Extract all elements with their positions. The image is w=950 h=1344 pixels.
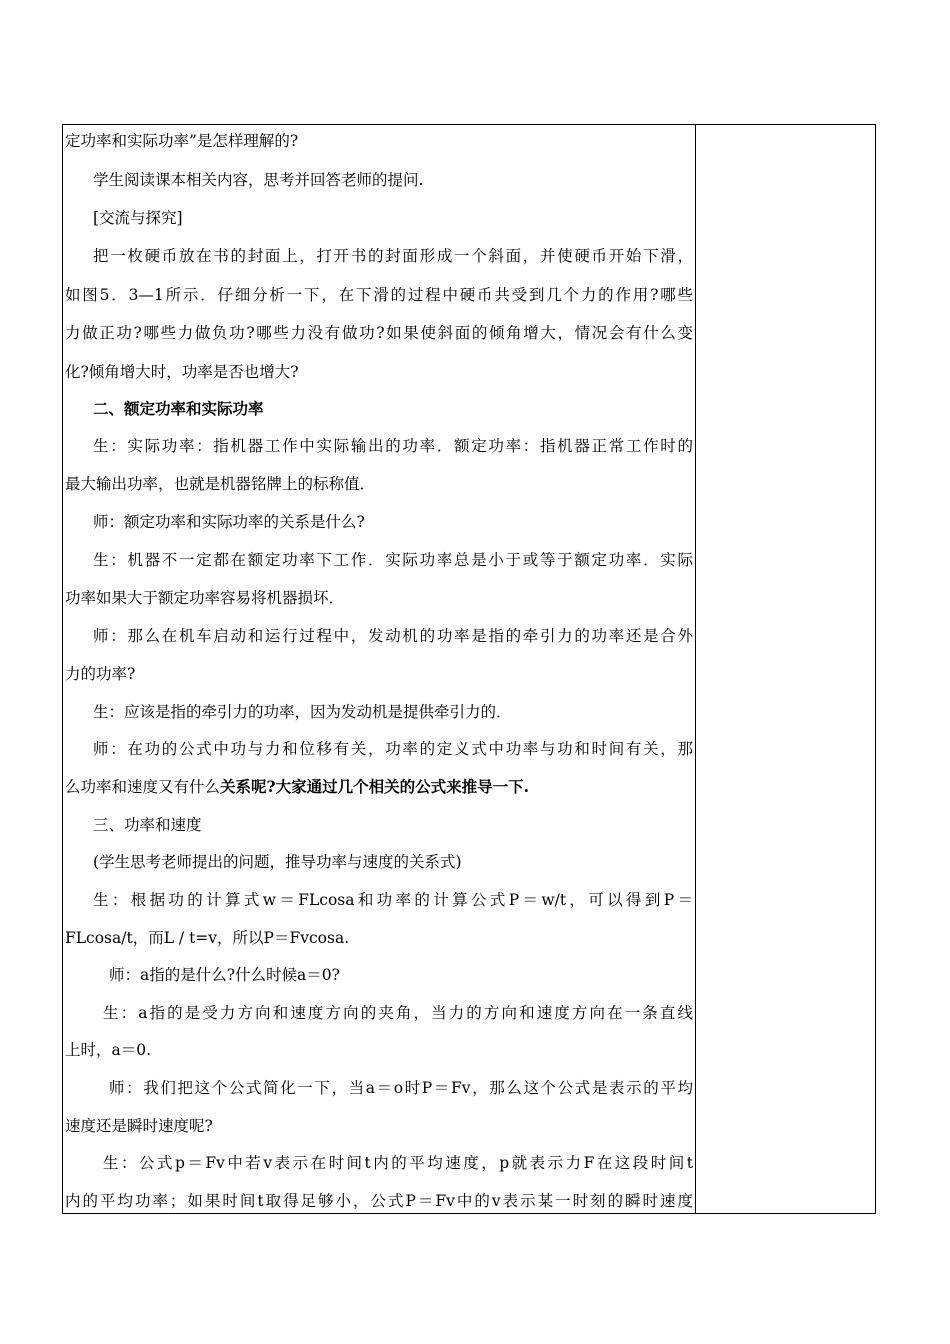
content-table: [62, 124, 876, 1214]
text-line: 化?倾角增大时，功率是否也增大?: [65, 363, 299, 381]
text-line: 上时，a＝0.: [65, 1041, 152, 1059]
text-line: 生：根据功的计算式w＝FLcosa和功率的计算公式P＝w/t，可以得到P＝: [93, 891, 693, 909]
text-line: 速度还是瞬时速度呢?: [65, 1117, 213, 1135]
text-line: 师：a指的是什么?什么时候a＝0?: [109, 966, 340, 984]
text-line: 生：应该是指的牵引力的功率，因为发动机是提供牵引力的．: [93, 703, 512, 721]
text-line: 师：在功的公式中功与力和位移有关，功率的定义式中功率与功和时间有关，那: [93, 740, 693, 758]
mixed-text-line: [65, 777, 693, 797]
section-label: [交流与探究]: [93, 209, 183, 227]
text-line: 力做正功?哪些力做负功?哪些力没有做功?如果使斜面的倾角增大，情况会有什么变: [65, 324, 693, 342]
text-line: 生：a指的是受力方向和速度方向的夹角，当力的方向和速度方向在一条直线: [103, 1004, 693, 1022]
text-line: 力的功率?: [65, 665, 136, 683]
text-bold: 关系呢?大家通过几个相关的公式来推导一下.: [220, 777, 529, 796]
section-heading: 三、功率和速度: [93, 816, 202, 834]
text-line: 功率如果大于额定功率容易将机器损坏．: [65, 589, 345, 607]
text-line: 师：我们把这个公式简化一下，当a＝o时P＝Fv，那么这个公式是表示的平均: [109, 1079, 693, 1097]
text-line: 定功率和实际功率”是怎样理解的?: [65, 132, 299, 150]
text-line: 把一枚硬币放在书的封面上，打开书的封面形成一个斜面，并使硬币开始下滑，: [93, 247, 693, 265]
text-line: (学生思考老师提出的问题，推导功率与速度的关系式): [93, 853, 462, 871]
text-line: 生：公式p＝Fv中若v表示在时间t内的平均速度，p就表示力F在这段时间t: [103, 1154, 693, 1172]
text-line: 师：额定功率和实际功率的关系是什么?: [93, 513, 365, 531]
notes-cell: [696, 125, 875, 1213]
text-line: 师：那么在机车启动和运行过程中，发动机的功率是指的牵引力的功率还是合外: [93, 627, 693, 645]
text-line: 内的平均功率；如果时间t取得足够小，公式P＝Fv中的v表示某一时刻的瞬时速度: [65, 1192, 693, 1210]
text-line: 最大输出功率，也就是机器铭牌上的标称值．: [65, 475, 376, 493]
text-line: 生：机器不一定都在额定功率下工作．实际功率总是小于或等于额定功率．实际: [93, 551, 693, 569]
text-line: 学生阅读课本相关内容，思考并回答老师的提问.: [93, 171, 424, 189]
text-line: 如图5．3—1所示．仔细分析一下，在下滑的过程中硬币共受到几个力的作用?哪些: [65, 286, 693, 304]
section-heading: 二、额定功率和实际功率: [93, 399, 264, 418]
main-text-cell: [63, 125, 695, 1213]
text-normal: 么功率和速度又有什么: [65, 778, 221, 796]
text-line: 生：实际功率：指机器工作中实际输出的功率．额定功率：指机器正常工作时的: [93, 437, 693, 455]
text-line: FLcosa/t，而L / t=v，所以P＝Fvcosa.: [65, 929, 350, 947]
